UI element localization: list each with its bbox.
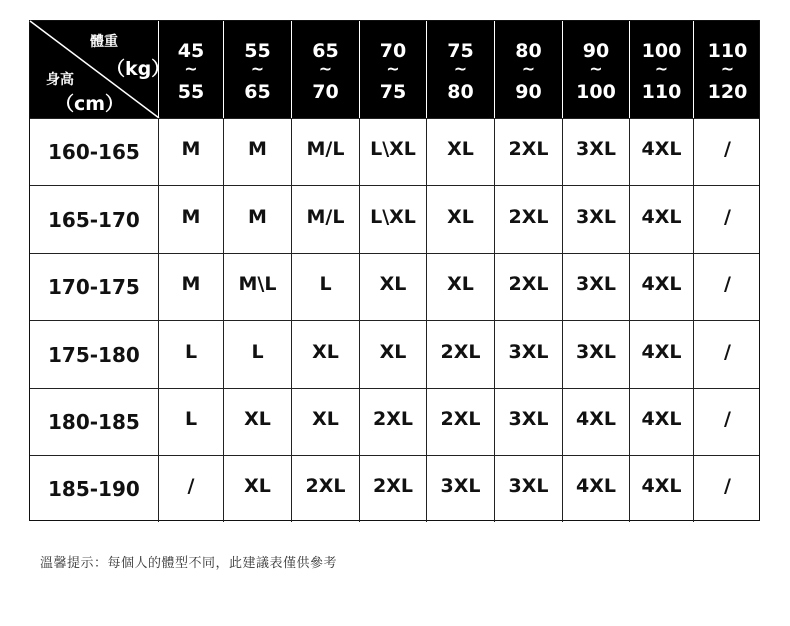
table-row xyxy=(30,388,759,455)
height-label: 身高 xyxy=(46,72,74,88)
range-tilde: ~ xyxy=(453,59,468,78)
weight-range-header xyxy=(224,21,292,118)
size-cell: 3XL xyxy=(427,456,495,522)
weight-to: 65 xyxy=(244,81,271,103)
weight-to: 70 xyxy=(312,81,339,103)
size-cell: XL xyxy=(360,321,427,388)
size-cell: 4XL xyxy=(630,119,694,185)
size-cell: XL xyxy=(427,186,495,253)
weight-to: 90 xyxy=(515,81,542,103)
range-tilde: ~ xyxy=(654,59,669,78)
range-tilde: ~ xyxy=(720,59,735,78)
size-cell: 3XL xyxy=(495,456,563,522)
height-range-cell: 165-170 xyxy=(30,186,159,253)
size-cell: 2XL xyxy=(427,389,495,455)
weight-from: 55 xyxy=(244,40,271,62)
corner-header-cell xyxy=(30,21,171,118)
size-cell: 2XL xyxy=(427,321,495,388)
size-cell: 4XL xyxy=(630,389,694,455)
disclaimer-note: 溫馨提示：每個人的體型不同，此建議表僅供參考 xyxy=(40,556,338,571)
size-cell: M xyxy=(159,254,224,320)
height-range-cell: 160-165 xyxy=(30,119,159,185)
size-cell: / xyxy=(724,273,731,295)
range-tilde: ~ xyxy=(589,59,603,78)
weight-from: 110 xyxy=(707,40,748,62)
weight-from: 45 xyxy=(177,40,205,62)
size-cell: 2XL xyxy=(495,119,563,185)
size-cell: 2XL xyxy=(495,186,563,253)
size-cell: 4XL xyxy=(563,456,630,522)
weight-to: 120 xyxy=(707,81,748,103)
size-cell: 2XL xyxy=(360,389,427,455)
height-range-cell: 180-185 xyxy=(30,389,159,455)
size-cell: XL xyxy=(360,254,427,320)
size-cell: 3XL xyxy=(563,186,630,253)
weight-from: 80 xyxy=(515,40,542,62)
size-cell: XL xyxy=(224,456,292,522)
size-cell: 4XL xyxy=(630,321,694,388)
height-range-cell: 175-180 xyxy=(30,321,159,388)
weight-range-header xyxy=(495,21,563,118)
table-row xyxy=(30,253,759,320)
size-cell: / xyxy=(724,340,731,363)
size-cell: XL xyxy=(292,321,360,388)
size-cell: 4XL xyxy=(630,456,694,522)
table-row xyxy=(30,320,759,388)
size-cell: 2XL xyxy=(292,456,360,522)
size-cell: M xyxy=(224,119,292,185)
weight-range-header xyxy=(292,21,360,118)
weight-to: 55 xyxy=(177,81,205,103)
size-cell: 2XL xyxy=(360,456,427,522)
size-cell: L xyxy=(224,321,292,388)
weight-to: 110 xyxy=(641,81,682,103)
size-cell: M/L xyxy=(292,186,360,253)
size-cell: L xyxy=(159,389,224,455)
size-cell: 4XL xyxy=(630,254,694,320)
range-tilde: ~ xyxy=(184,59,198,78)
size-cell: 3XL xyxy=(563,254,630,320)
weight-from: 90 xyxy=(582,40,610,62)
size-cell: / xyxy=(724,138,731,160)
table-row xyxy=(30,455,759,522)
size-cell: M xyxy=(159,119,224,185)
weight-range-header xyxy=(427,21,495,118)
weight-from: 75 xyxy=(447,40,474,62)
size-cell: 4XL xyxy=(563,389,630,455)
size-cell: 3XL xyxy=(495,389,563,455)
size-cell: 3XL xyxy=(563,321,630,388)
range-tilde: ~ xyxy=(318,59,333,78)
size-cell: L xyxy=(159,321,224,388)
size-cell: 3XL xyxy=(495,321,563,388)
size-cell: / xyxy=(724,475,731,497)
size-cell: XL xyxy=(224,389,292,455)
size-chart-table xyxy=(29,20,760,521)
weight-from: 65 xyxy=(312,40,339,62)
weight-range-header xyxy=(630,21,694,118)
weight-range-header xyxy=(360,21,427,118)
size-cell: L\XL xyxy=(360,119,427,185)
size-cell: 4XL xyxy=(630,186,694,253)
size-cell: M\L xyxy=(224,254,292,320)
weight-to: 75 xyxy=(379,81,407,103)
size-cell: 2XL xyxy=(495,254,563,320)
size-cell: M xyxy=(224,186,292,253)
size-cell: / xyxy=(159,456,224,522)
weight-range-header xyxy=(563,21,630,118)
size-cell: XL xyxy=(427,254,495,320)
size-cell: 3XL xyxy=(563,119,630,185)
table-row xyxy=(30,118,759,185)
size-cell: L xyxy=(292,254,360,320)
size-cell: M xyxy=(159,186,224,253)
weight-range-header xyxy=(159,21,224,118)
table-row xyxy=(30,185,759,253)
range-tilde: ~ xyxy=(386,59,400,78)
weight-label: 體重 xyxy=(90,34,118,50)
range-tilde: ~ xyxy=(521,59,536,78)
size-cell: M/L xyxy=(292,119,360,185)
size-cell: XL xyxy=(427,119,495,185)
height-unit: （cm） xyxy=(55,93,125,115)
weight-unit: （kg） xyxy=(106,58,171,80)
table-header xyxy=(30,21,759,118)
size-cell: L\XL xyxy=(360,186,427,253)
weight-from: 70 xyxy=(379,40,407,62)
size-cell: XL xyxy=(292,389,360,455)
weight-to: 100 xyxy=(576,81,616,103)
weight-to: 80 xyxy=(447,81,474,103)
size-cell: / xyxy=(724,205,731,228)
height-range-cell: 170-175 xyxy=(30,254,159,320)
height-range-cell: 185-190 xyxy=(30,456,159,522)
range-tilde: ~ xyxy=(250,59,265,78)
weight-range-header xyxy=(694,21,761,118)
size-cell: / xyxy=(724,408,731,430)
weight-from: 100 xyxy=(641,40,682,62)
